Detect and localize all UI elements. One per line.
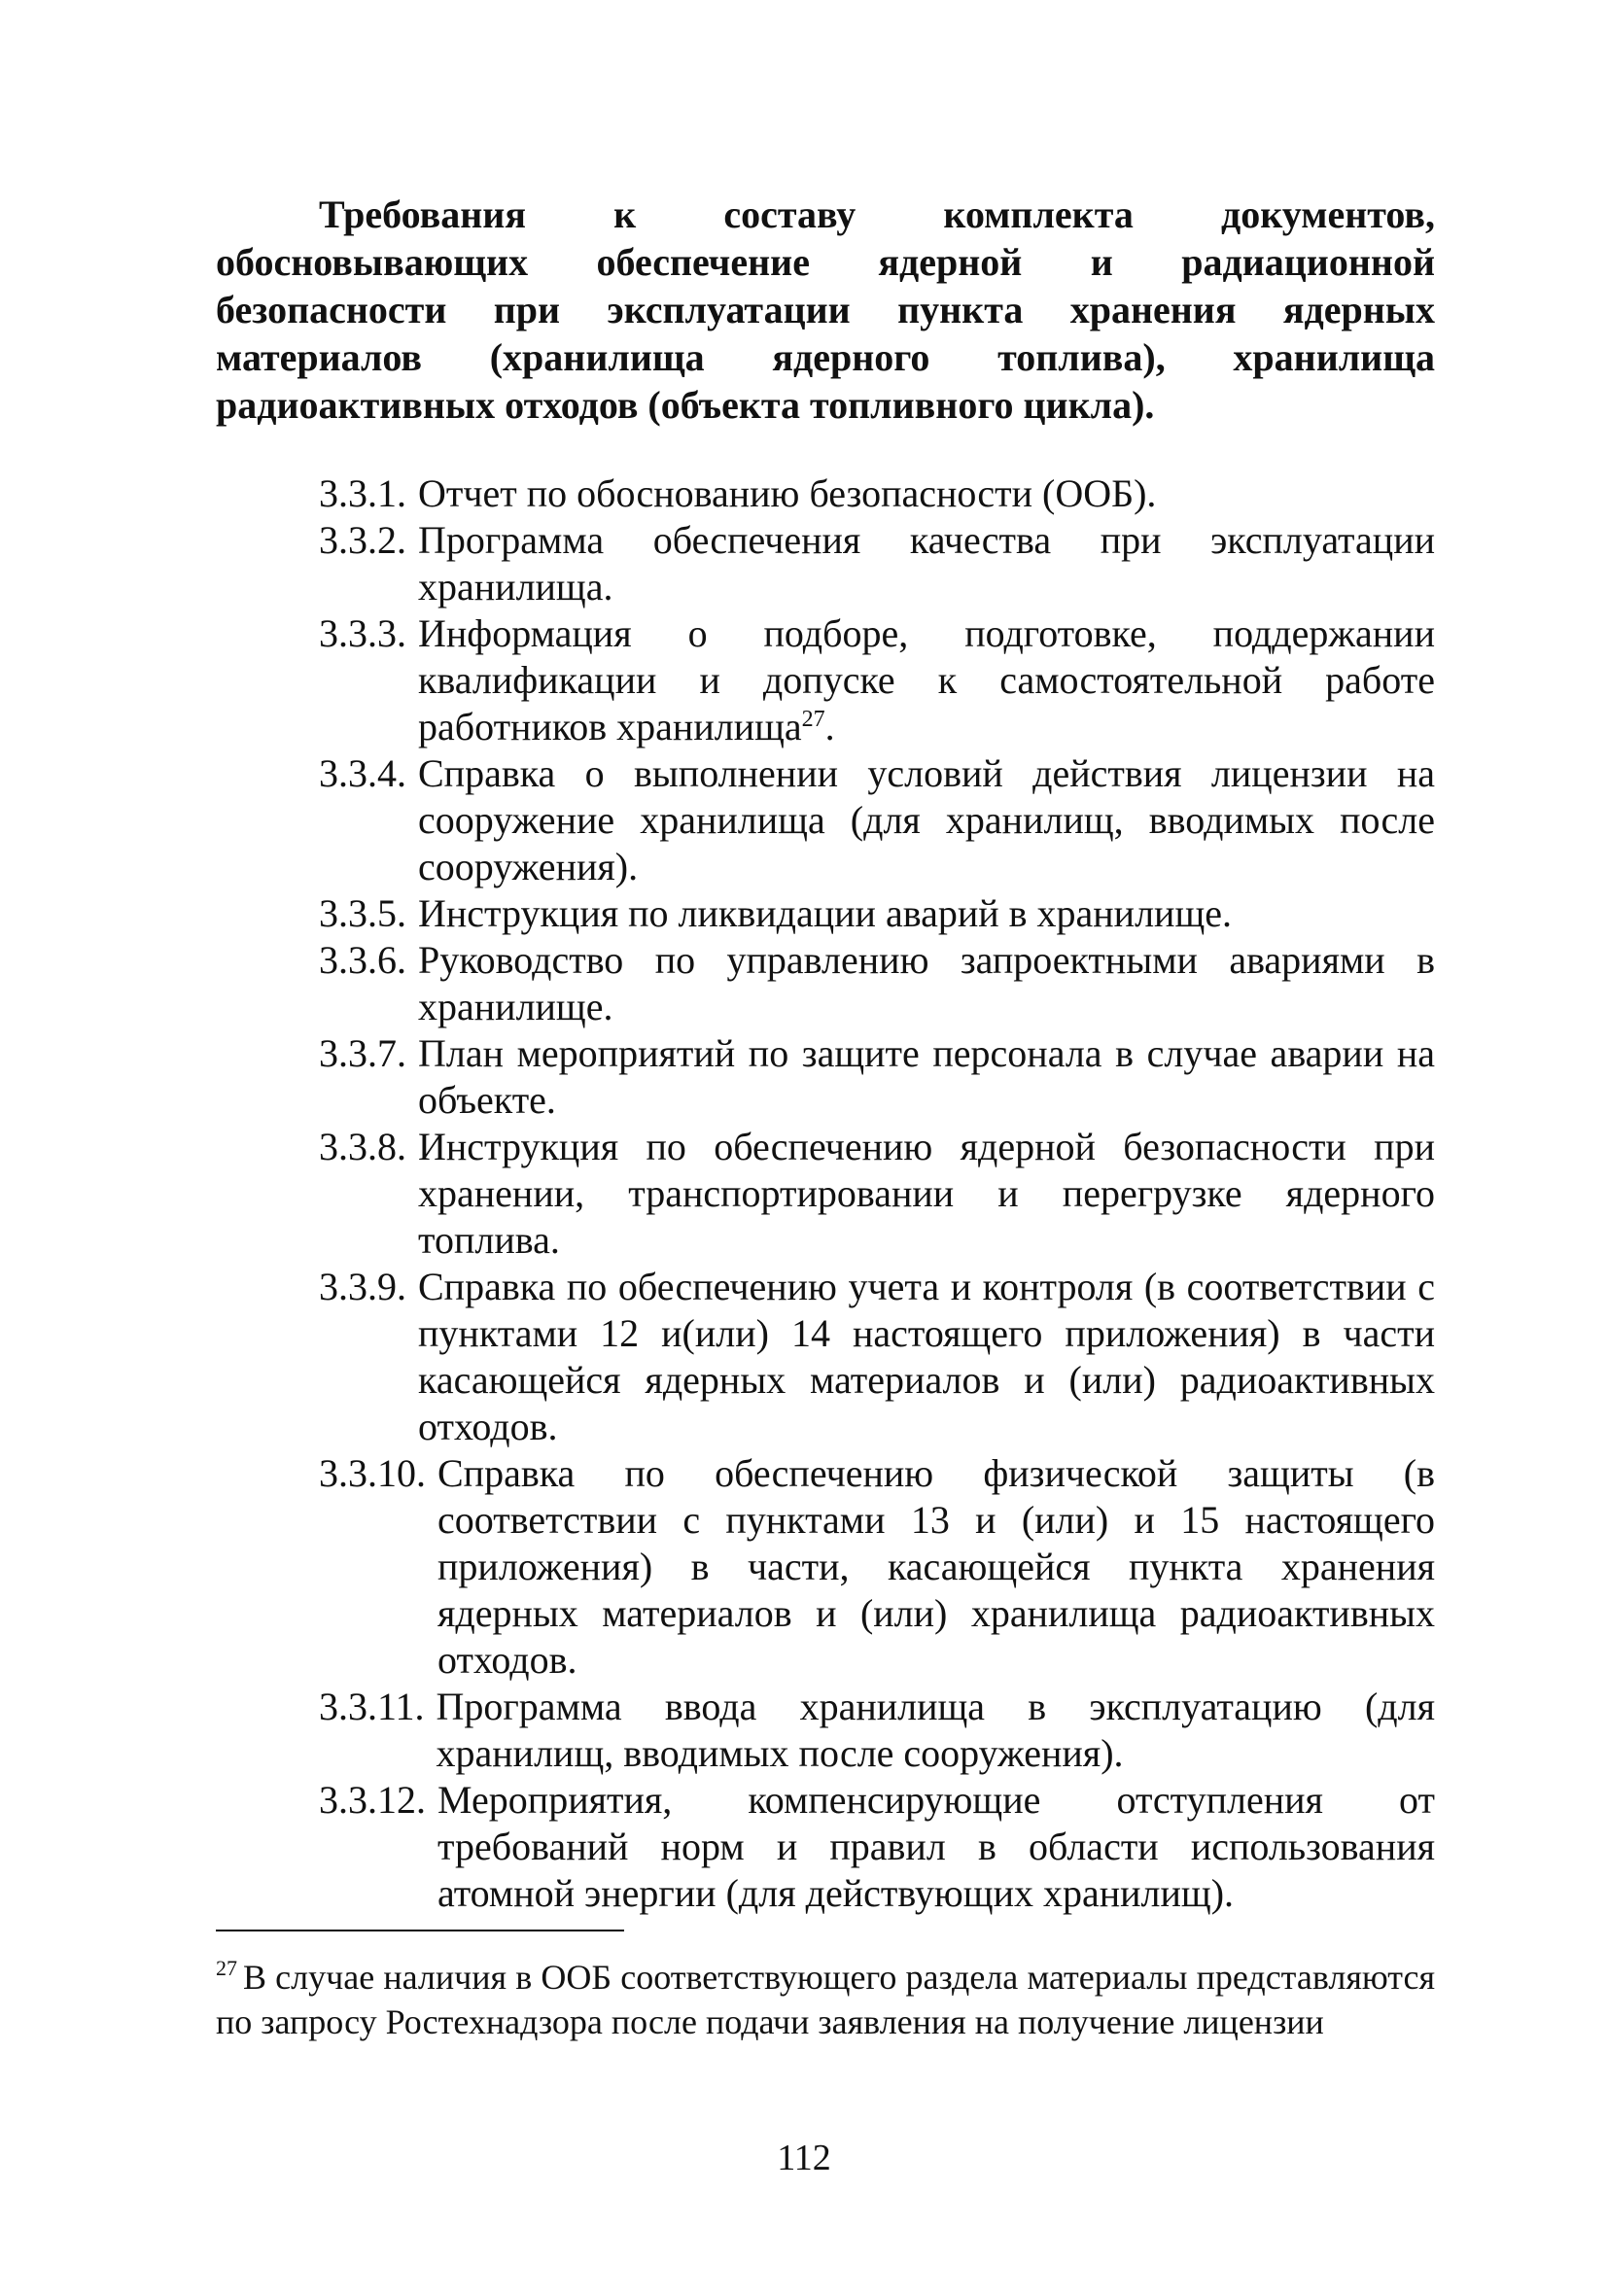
item-text: Информация о подборе, подготовке, поддержании квалификации и допуске к самостоятельной работе работников хранилища bbox=[418, 611, 1435, 748]
item-number: 3.3.4. bbox=[319, 751, 406, 795]
item-text: Отчет по обоснованию безопасности (ООБ). bbox=[418, 471, 1157, 515]
item-number: 3.3.8. bbox=[319, 1125, 406, 1168]
item-text: Мероприятия, компенсирующие отступления от требований норм и правил в области использования атомной энергии (для действующих хранилищ). bbox=[437, 1778, 1435, 1915]
item-text: Руководство по управлению запроектными авариями в хранилище. bbox=[418, 938, 1435, 1028]
item-text: Инструкция по ликвидации аварий в хранилище. bbox=[418, 891, 1233, 935]
item-number: 3.3.11. bbox=[319, 1685, 425, 1728]
list-item bbox=[319, 1264, 1435, 1450]
item-number: 3.3.3. bbox=[319, 611, 406, 655]
item-text: Справка по обеспечению учета и контроля (в соответствии с пунктами 12 и(или) 14 настоящего приложения) в части касающейся ядерных материалов и (или) радиоактивных отходов. bbox=[418, 1265, 1435, 1448]
list-item bbox=[319, 750, 1435, 890]
list-item bbox=[319, 610, 1435, 750]
footnote-text: В случае наличия в ООБ соответствующего раздела материалы представляются по запросу Ростехнадзора после подачи заявления на получение лицензии bbox=[216, 1958, 1435, 2041]
item-number: 3.3.12. bbox=[319, 1778, 426, 1822]
list-item bbox=[319, 470, 1435, 517]
item-text: Справка по обеспечению физической защиты (в соответствии с пунктами 13 и (или) и 15 настоящего приложения) в части, касающейся пункта хранения ядерных материалов и (или) хранилища радиоактивных отходов. bbox=[437, 1451, 1435, 1682]
footnote bbox=[216, 1955, 1435, 2044]
footnote-separator bbox=[216, 1930, 624, 1931]
page-number: 112 bbox=[777, 2138, 831, 2178]
item-text: Инструкция по обеспечению ядерной безопасности при хранении, транспортировании и перегрузке ядерного топлива. bbox=[418, 1125, 1435, 1262]
list-item bbox=[319, 517, 1435, 610]
item-text: План мероприятий по защите персонала в случае аварии на объекте. bbox=[418, 1031, 1435, 1122]
item-text-tail: . bbox=[824, 705, 835, 748]
section-heading: Требования к составу комплекта документов, обосновывающих обеспечение ядерной и радиационной безопасности при эксплуатации пункта хранения ядерных материалов (хранилища ядерного топлива), хранилища радиоактивных отходов (объекта топливного цикла). bbox=[216, 192, 1435, 427]
requirements-list bbox=[319, 470, 1435, 1917]
footnote-reference: 27 bbox=[801, 707, 825, 732]
item-number: 3.3.7. bbox=[319, 1031, 406, 1075]
list-item bbox=[319, 1030, 1435, 1124]
list-item bbox=[319, 1124, 1435, 1264]
list-item bbox=[319, 890, 1435, 937]
item-number: 3.3.6. bbox=[319, 938, 406, 982]
list-item bbox=[319, 937, 1435, 1030]
item-number: 3.3.9. bbox=[319, 1265, 406, 1308]
list-item bbox=[319, 1450, 1435, 1684]
list-item bbox=[319, 1684, 1435, 1777]
item-number: 3.3.10. bbox=[319, 1451, 426, 1495]
item-number: 3.3.5. bbox=[319, 891, 406, 935]
item-text-with-footnote bbox=[418, 610, 1435, 750]
item-number: 3.3.1. bbox=[319, 471, 406, 515]
list-item bbox=[319, 1777, 1435, 1917]
item-number: 3.3.2. bbox=[319, 518, 406, 562]
footnote-marker: 27 bbox=[216, 1956, 237, 1980]
item-text: Программа обеспечения качества при эксплуатации хранилища. bbox=[418, 518, 1435, 609]
item-text: Справка о выполнении условий действия лицензии на сооружение хранилища (для хранилищ, вводимых после сооружения). bbox=[418, 751, 1435, 888]
item-text: Программа ввода хранилища в эксплуатацию (для хранилищ, вводимых после сооружения). bbox=[436, 1685, 1435, 1775]
